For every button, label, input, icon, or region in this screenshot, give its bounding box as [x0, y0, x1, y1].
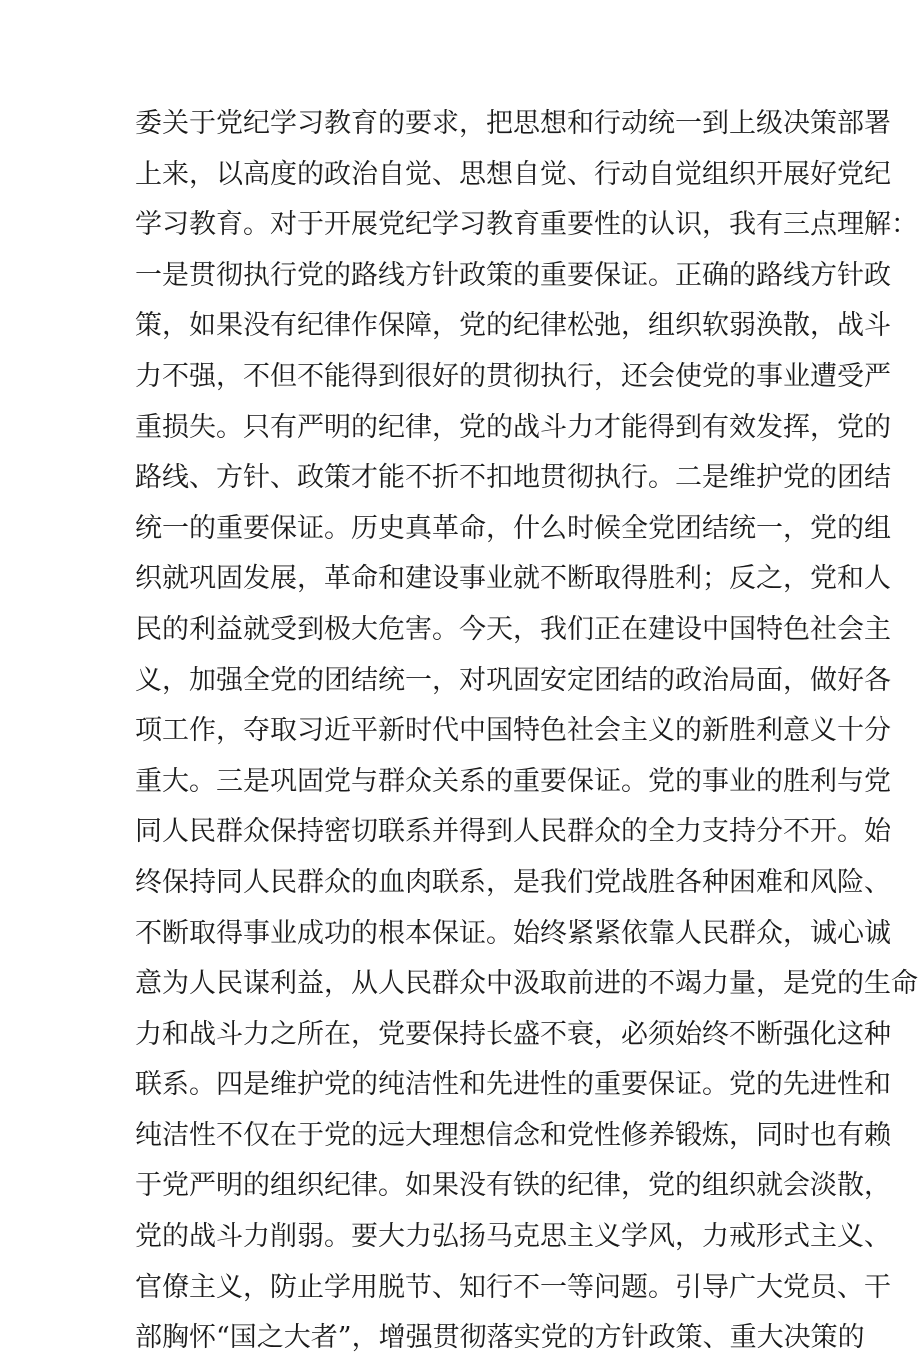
- text-line: 统一的重要保证。历史真革命，什么时候全党团结统一，党的组: [135, 512, 891, 544]
- text-line: 意为人民谋利益，从人民群众中汲取前进的不竭力量，是党的生命: [135, 968, 918, 1000]
- text-line: 党的战斗力削弱。要大力弘扬马克思主义学风，力戒形式主义、: [135, 1221, 891, 1253]
- text-line: 一是贯彻执行党的路线方针政策的重要保证。正确的路线方针政: [135, 259, 891, 291]
- text-line: 民的利益就受到极大危害。今天，我们正在建设中国特色社会主: [135, 613, 891, 645]
- text-line: 路线、方针、政策才能不折不扣地贯彻执行。二是维护党的团结: [135, 462, 891, 494]
- text-line: 部胸怀“国之大者”，增强贯彻落实党的方针政策、重大决策的: [135, 1322, 865, 1354]
- text-line: 官僚主义，防止学用脱节、知行不一等问题。引导广大党员、干: [135, 1271, 891, 1303]
- text-line: 项工作，夺取习近平新时代中国特色社会主义的新胜利意义十分: [135, 715, 891, 747]
- body-text: [135, 99, 918, 1364]
- text-line: 策，如果没有纪律作保障，党的纪律松弛，组织软弱涣散，战斗: [135, 310, 891, 342]
- text-line: 织就巩固发展，革命和建设事业就不断取得胜利；反之，党和人: [135, 563, 891, 595]
- text-line: 委关于党纪学习教育的要求，把思想和行动统一到上级决策部署: [135, 108, 891, 139]
- text-line: 同人民群众保持密切联系并得到人民群众的全力支持分不开。始: [135, 816, 891, 848]
- text-line: 不断取得事业成功的根本保证。始终紧紧依靠人民群众，诚心诚: [135, 917, 891, 949]
- text-line: 义，加强全党的团结统一，对巩固安定团结的政治局面，做好各: [135, 664, 891, 696]
- text-line: 重大。三是巩固党与群众关系的重要保证。党的事业的胜利与党: [135, 765, 891, 797]
- text-line: 上来，以高度的政治自觉、思想自觉、行动自觉组织开展好党纪: [135, 158, 891, 190]
- text-line: 学习教育。对于开展党纪学习教育重要性的认识，我有三点理解：: [135, 209, 918, 241]
- text-line: 终保持同人民群众的血肉联系，是我们党战胜各种困难和风险、: [135, 866, 891, 898]
- text-line: 于党严明的组织纪律。如果没有铁的纪律，党的组织就会淡散，: [135, 1170, 891, 1202]
- text-line: 力和战斗力之所在，党要保持长盛不衰，必须始终不断强化这种: [135, 1018, 891, 1050]
- text-line: 联系。四是维护党的纯洁性和先进性的重要保证。党的先进性和: [135, 1069, 891, 1101]
- text-line: 纯洁性不仅在于党的远大理想信念和党性修养锻炼，同时也有赖: [135, 1119, 891, 1151]
- text-line: 力不强，不但不能得到很好的贯彻执行，还会使党的事业遭受严: [135, 360, 891, 392]
- text-line: 重损失。只有严明的纪律，党的战斗力才能得到有效发挥，党的: [135, 411, 891, 443]
